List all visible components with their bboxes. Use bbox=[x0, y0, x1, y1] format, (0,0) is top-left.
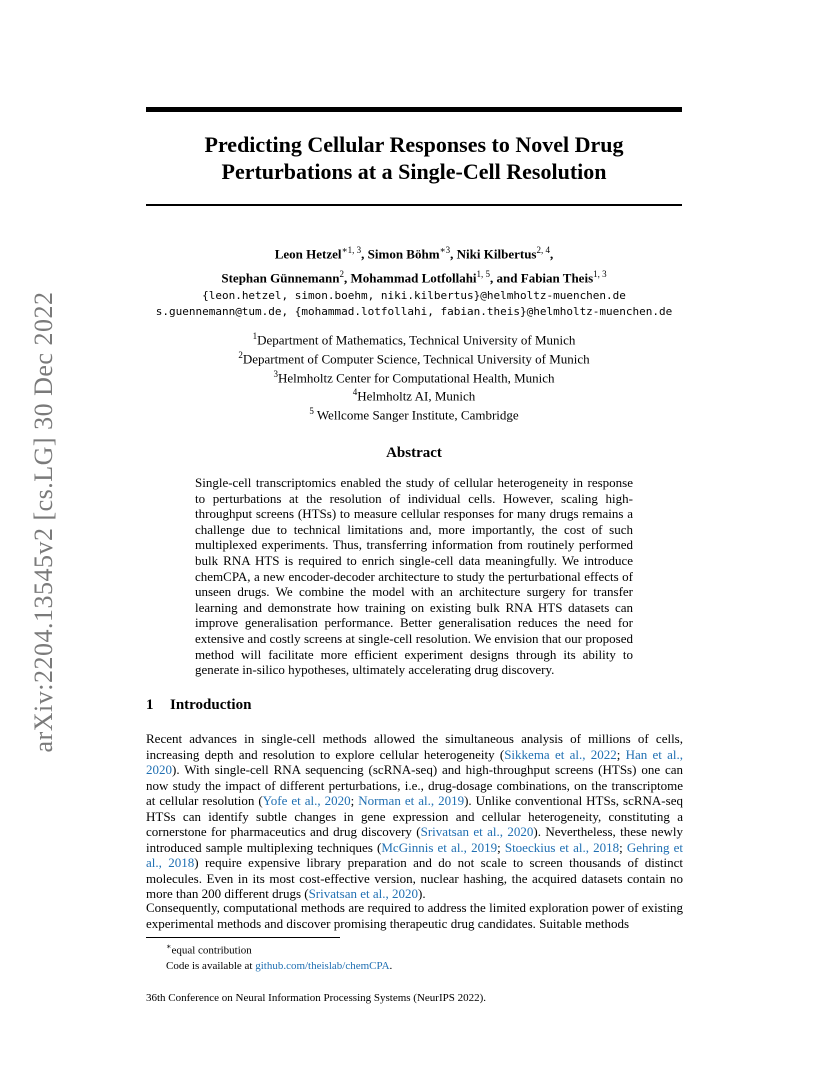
email-line: s.guennemann@tum.de, {mohammad.lotfollahi, fabian.theis}@helmholtz-muenchen.de bbox=[155, 305, 673, 318]
affiliation bbox=[146, 385, 682, 404]
affiliation-sup: 1 bbox=[252, 331, 258, 341]
title-top-rule bbox=[146, 107, 682, 112]
author-affil-sup: 2, 4 bbox=[536, 245, 550, 255]
affiliation-text: Helmholtz AI, Munich bbox=[357, 388, 476, 404]
email-line: {leon.hetzel, simon.boehm, niki.kilbertus}@helmholtz-muenchen.de bbox=[202, 289, 626, 302]
section-number: 1 bbox=[146, 697, 154, 713]
citation-link[interactable]: Sikkema et al., 2022 bbox=[504, 746, 617, 762]
citation-link[interactable]: Srivatsan et al., 2020 bbox=[308, 886, 418, 901]
intro-paragraph: Consequently, computational methods are required to address the limited exploration power of existing experimental methods and discover promising therapeutic drug candidates. Suitable methods bbox=[146, 900, 683, 931]
author-affil-sup: ∗3 bbox=[439, 245, 451, 255]
author-name: Stephan Günnemann bbox=[221, 270, 340, 286]
footnote-text: Code is available at bbox=[166, 959, 256, 972]
footnote-line bbox=[166, 959, 666, 974]
citation-link[interactable]: Han et al., 2020 bbox=[146, 746, 684, 777]
footnote-text: . bbox=[389, 959, 393, 972]
citation-link[interactable]: Gehring et al., 2018 bbox=[146, 839, 684, 870]
citation-link[interactable]: Stoeckius et al., 2018 bbox=[504, 839, 620, 855]
citation-link[interactable]: Norman et al., 2019 bbox=[358, 793, 465, 808]
text-run: ; bbox=[619, 839, 627, 855]
text-run: ; bbox=[350, 793, 359, 808]
title-line: Perturbations at a Single-Cell Resolution bbox=[221, 159, 607, 184]
affiliation-sup: 3 bbox=[273, 368, 278, 379]
author-affil-sup: 1, 5 bbox=[476, 269, 491, 280]
author-affil-sup: ∗1, 3 bbox=[341, 245, 362, 255]
affiliation-sup: 4 bbox=[352, 387, 358, 398]
author-list bbox=[146, 240, 682, 289]
footnote bbox=[166, 939, 666, 974]
author-name: Leon Hetzel bbox=[274, 246, 342, 262]
section-heading bbox=[146, 696, 251, 714]
abstract-text: Single-cell transcriptomics enabled the study of cellular heterogeneity in response to perturbations at the resolution of individual cells. However, scaling high-throughput screens (HTSs) to measure cellular responses for many drugs remains a challenge due to technical limitations and, more importantly, the cost of such multiplexed experiments. Thus, transferring information from routinely performed bulk RNA HTS is required to enrich single-cell data meaningfully. We introduce chemCPA, a new encoder-decoder architecture to study the perturbational effects of unseen drugs. We combine the model with an architecture surgery for transfer learning and demonstrate how training on existing bulk RNA HTS datasets can improve generalisation performance. Better generalisation reduces the need for extensive and costly screens at single-cell resolution. We envision that our proposed method will facilitate more efficient experiment designs through its ability to generate in-silico hypotheses, ultimately accelerating drug discovery. bbox=[195, 475, 633, 678]
author-affil-sup: 2 bbox=[339, 269, 344, 280]
footnote-mark: ∗ bbox=[166, 942, 172, 951]
citation-link[interactable]: McGinnis et al., 2019 bbox=[381, 839, 498, 855]
affiliation bbox=[146, 367, 682, 386]
citation-link[interactable]: Srivatsan et al., 2020 bbox=[420, 824, 534, 839]
affiliation bbox=[146, 329, 682, 348]
author-affil-sup: 1, 3 bbox=[593, 269, 607, 280]
text-run: ). Nevertheless, these newly introduced sample multiplexing techniques ( bbox=[146, 824, 684, 855]
footnote-text: equal contribution bbox=[171, 944, 252, 957]
author-name: , Simon Böhm bbox=[361, 246, 440, 262]
author-name: , Niki Kilbertus bbox=[450, 246, 537, 262]
affiliation-text: Department of Computer Science, Technical University of Munich bbox=[242, 351, 590, 367]
affiliation bbox=[146, 404, 682, 423]
affiliation-text: Helmholtz Center for Computational Health, Munich bbox=[277, 369, 555, 385]
intro-paragraph bbox=[146, 731, 683, 902]
title-line: Predicting Cellular Responses to Novel Drug bbox=[204, 132, 624, 157]
text-run: ) require expensive library preparation and do not scale to screen thousands of distinct molecules. Even in its most cost-effective version, nuclear hashing, the acquired datasets contain no more than 200 different drugs ( bbox=[146, 855, 683, 901]
text-run: ). Unlike conventional HTSs, scRNA-seq HTSs can identify subtle changes in gene expression and cellular heterogeneity, constituting a cornerstone for pharmaceutics and drug discovery ( bbox=[146, 793, 683, 839]
author-emails bbox=[126, 288, 702, 320]
abstract-heading: Abstract bbox=[386, 445, 442, 461]
conference-note: 36th Conference on Neural Information Processing Systems (NeurIPS 2022). bbox=[146, 992, 487, 1004]
text-run: ; bbox=[616, 746, 626, 762]
section-title: Introduction bbox=[170, 697, 252, 713]
author-line bbox=[146, 264, 682, 288]
paper-title bbox=[146, 131, 682, 185]
author-name: , and Fabian Theis bbox=[490, 270, 594, 286]
text-run: ; bbox=[497, 839, 505, 855]
text-run: ). With single-cell RNA sequencing (scRNA-seq) and high-throughput screens (HTSs) one can now study the impact of different perturbations, i.e., drug-dosage combinations, on the transcriptome at cellular resolution ( bbox=[146, 762, 683, 808]
footnote-line bbox=[166, 939, 666, 959]
code-link[interactable]: github.com/theislab/chemCPA bbox=[255, 959, 390, 972]
affiliation-sup: 2 bbox=[238, 349, 243, 360]
citation-link[interactable]: Yofe et al., 2020 bbox=[262, 793, 351, 808]
text-run: Recent advances in single-cell methods allowed the simultaneous analysis of millions of cells, increasing depth and resolution to explore cellular heterogeneity ( bbox=[146, 731, 683, 762]
title-bottom-rule bbox=[146, 204, 682, 206]
footnote-rule bbox=[146, 937, 340, 938]
text-run: ). bbox=[417, 886, 426, 901]
affiliation-sup: 5 bbox=[309, 406, 314, 417]
author-sep: , bbox=[550, 246, 554, 262]
affiliation-list bbox=[146, 329, 682, 423]
author-line bbox=[146, 240, 682, 264]
affiliation-text: Department of Mathematics, Technical University of Munich bbox=[257, 332, 576, 348]
author-name: , Mohammad Lotfollahi bbox=[344, 270, 477, 286]
arxiv-side-stamp: arXiv:2204.13545v2 [cs.LG] 30 Dec 2022 bbox=[29, 291, 58, 753]
affiliation bbox=[146, 348, 682, 367]
affiliation-text: Wellcome Sanger Institute, Cambridge bbox=[313, 407, 519, 423]
